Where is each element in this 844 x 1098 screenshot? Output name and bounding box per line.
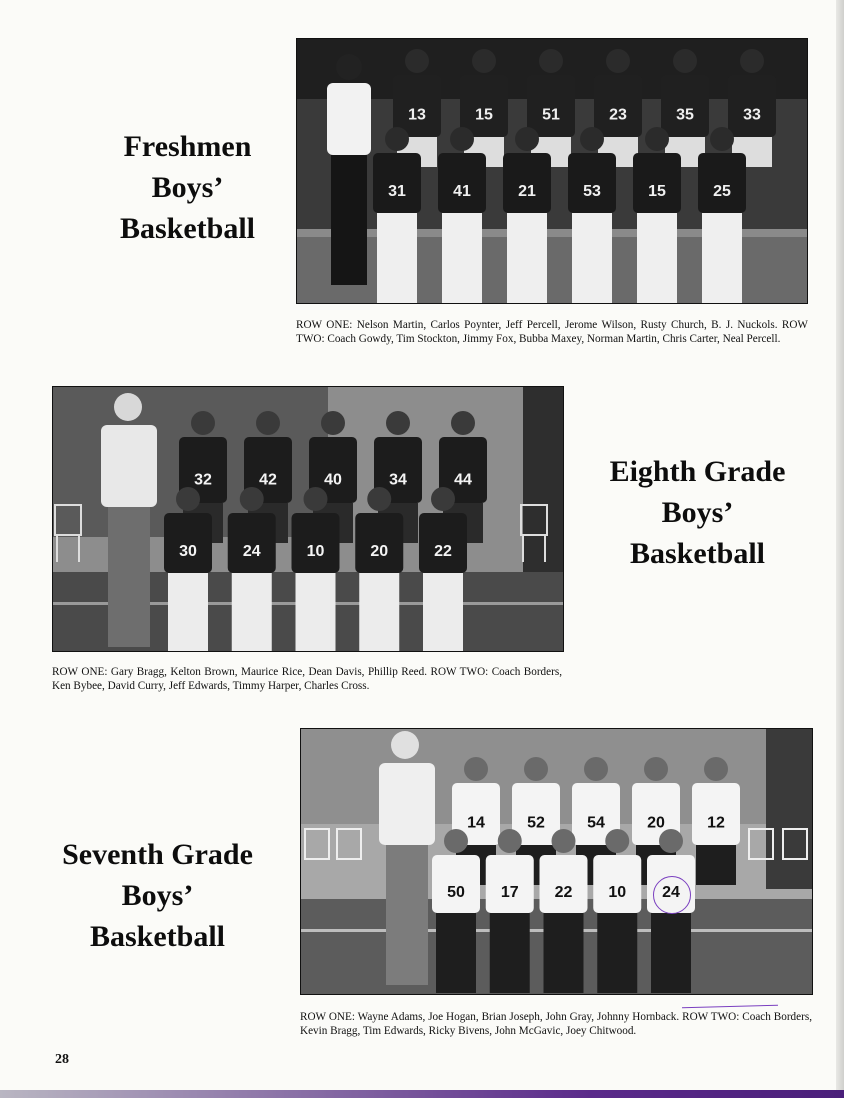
title-line: Basketball (119, 212, 256, 245)
jersey-number: 23 (609, 106, 627, 124)
jersey-number: 42 (259, 471, 277, 489)
jersey-number: 12 (707, 814, 725, 832)
jersey-number: 10 (306, 543, 325, 561)
title-line: Freshmen (123, 130, 252, 163)
eighth-grade-caption: ROW ONE: Gary Bragg, Kelton Brown, Maurice Rice, Dean Davis, Phillip Reed. ROW TWO: Coach Borders, Ken Bybee, David Curry, Jeff Edwards, Timmy Harper, Charles Cross. (52, 666, 562, 692)
jersey-number: 54 (587, 814, 605, 832)
jersey-number: 30 (179, 543, 197, 561)
seventh-grade-title (40, 834, 275, 957)
jersey-number: 33 (743, 106, 761, 124)
jersey-number: 10 (608, 883, 627, 901)
jersey-number: 32 (194, 471, 212, 489)
jersey-number: 21 (518, 183, 536, 201)
seventh-grade-team-photo (300, 728, 813, 995)
jersey-number: 24 (242, 543, 261, 561)
jersey-number: 51 (542, 106, 560, 124)
title-line: Eighth Grade (609, 455, 786, 488)
jersey-number: 25 (713, 183, 731, 201)
jersey-number: 31 (388, 183, 406, 201)
coach-figure (379, 731, 435, 985)
jersey-number: 15 (475, 106, 493, 124)
title-line: Boys’ (661, 496, 734, 529)
jersey-number: 20 (647, 814, 665, 832)
eighth-grade-team-photo (52, 386, 564, 652)
player-figure (633, 127, 681, 303)
pen-underline-mark (682, 1005, 778, 1009)
jersey-number: 17 (500, 883, 519, 901)
page-number: 28 (55, 1052, 69, 1067)
coach-figure (101, 393, 157, 647)
jersey-number: 52 (527, 814, 545, 832)
jersey-number: 34 (389, 471, 407, 489)
page-edge (836, 0, 844, 1098)
jersey-number: 53 (583, 183, 601, 201)
jersey-number: 24 (662, 883, 680, 901)
pen-circle-mark (653, 876, 691, 914)
title-line: Boys’ (121, 879, 194, 912)
eighth-grade-title (585, 451, 810, 574)
coach-figure (327, 54, 371, 285)
jersey-number: 14 (467, 814, 485, 832)
jersey-number: 13 (408, 106, 426, 124)
player-figure (698, 127, 746, 303)
title-line: Basketball (89, 920, 226, 953)
jersey-number: 22 (434, 543, 452, 561)
freshmen-title (95, 126, 280, 249)
bottom-strip (0, 1090, 844, 1098)
player-figure (568, 127, 616, 303)
player-figure (503, 127, 551, 303)
jersey-number: 20 (370, 543, 389, 561)
freshmen-caption: ROW ONE: Nelson Martin, Carlos Poynter, Jeff Percell, Jerome Wilson, Rusty Church, B. J. Nuckols. ROW TWO: Coach Gowdy, Tim Stockton, Jimmy Fox, Bubba Maxey, Norman Martin, Chris Carter, Neal Percell. (296, 319, 808, 345)
seventh-grade-caption: ROW ONE: Wayne Adams, Joe Hogan, Brian Joseph, John Gray, Johnny Hornback. ROW TWO: Coach Borders, Kevin Bragg, Tim Edwards, Ricky Bivens, John McGavic, Joey Chitwood. (300, 1011, 812, 1037)
jersey-number: 44 (454, 471, 472, 489)
title-line: Basketball (629, 537, 766, 570)
title-line: Seventh Grade (62, 838, 253, 871)
jersey-number: 50 (447, 883, 465, 901)
freshmen-team-photo (296, 38, 808, 304)
jersey-number: 35 (676, 106, 694, 124)
title-line: Boys’ (151, 171, 224, 204)
jersey-number: 40 (324, 471, 342, 489)
player-figure (438, 127, 486, 303)
jersey-number: 22 (554, 883, 573, 901)
player-figure (373, 127, 421, 303)
jersey-number: 15 (648, 183, 666, 201)
jersey-number: 41 (453, 183, 471, 201)
